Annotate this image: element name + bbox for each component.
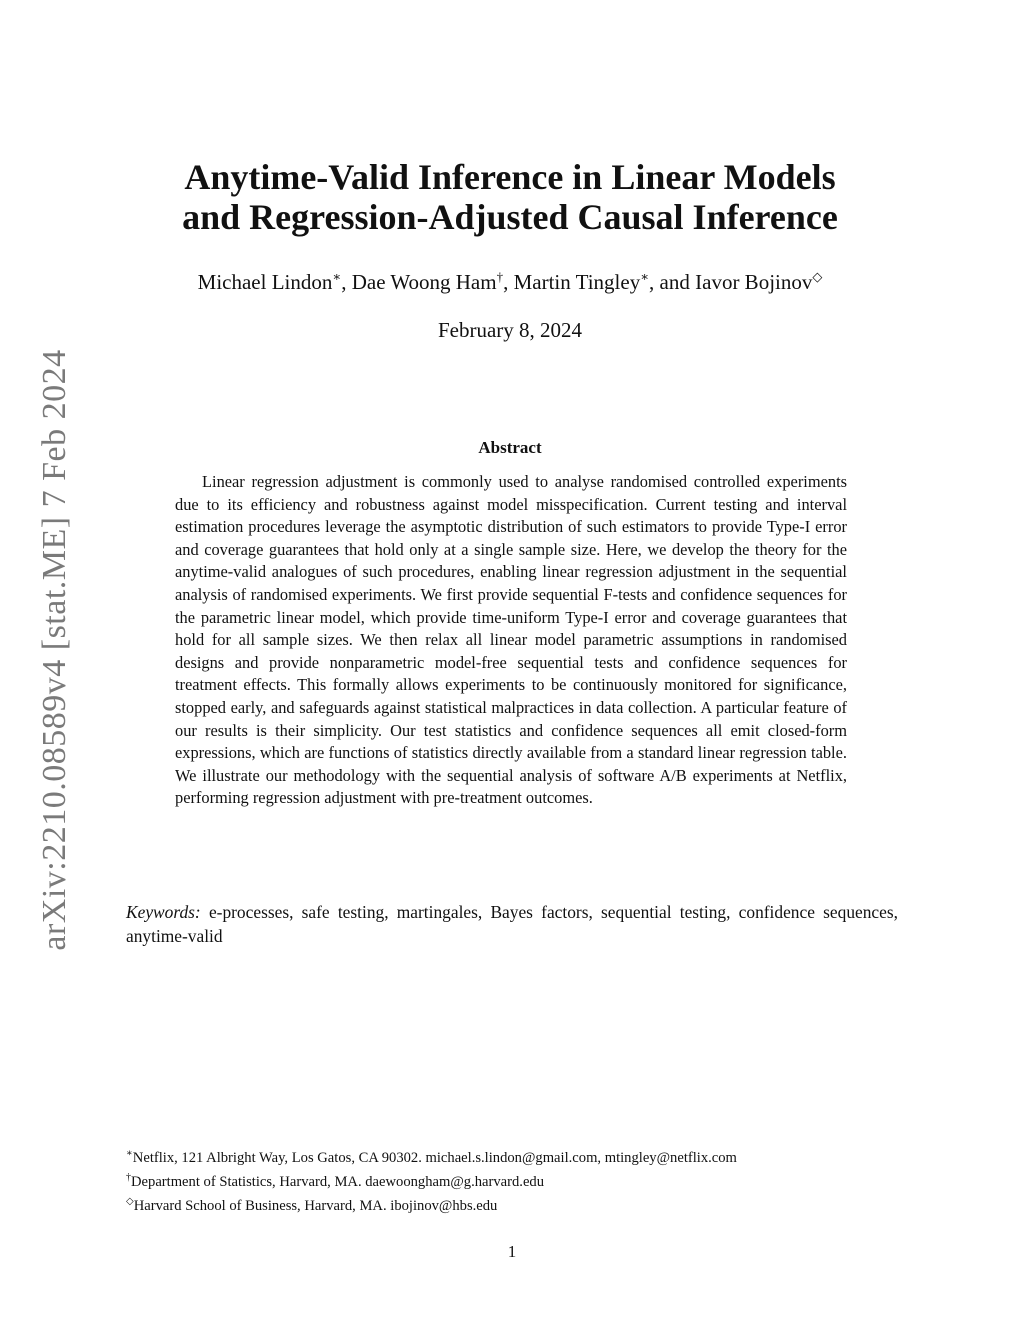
footnote-mark: † (126, 1172, 131, 1184)
abstract-text: Linear regression adjustment is commonly used to analyse randomised controlled experiments due to its efficiency and robustness against model misspecification. Current testing and interval estimation procedures leverage the asymptotic distribution of such estimators to provide Type-I error and coverage guarantees that hold only at a single sample size. Here, we develop the theory for the anytime-valid analogues of such procedures, enabling linear regression adjustment in the sequential analysis of randomised experiments. We first provide sequential F-tests and confidence sequences for the parametric linear model, which provide time-uniform Type-I error and coverage guarantees that hold for all sample sizes. We then relax all linear model parametric assumptions in randomised designs and provide nonparametric model-free sequential tests and confidence sequences for treatment effects. This formally allows experiments to be continuously monitored for significance, stopped early, and safeguards against statistical malpractices in data collection. A particular feature of our results is their simplicity. Our test statistics and confidence sequences all emit closed-form expressions, which are functions of statistics directly available from a standard linear regression table. We illustrate our methodology with the sequential analysis of software A/B experiments at Netflix, performing regression adjustment with pre-treatment outcomes. (175, 472, 847, 808)
footnote-mark: ◇ (126, 1196, 134, 1208)
paper-title (100, 157, 920, 237)
author-name: Iavor Bojinov (695, 270, 813, 294)
footnote (126, 1194, 916, 1218)
footnote-mark: ∗ (126, 1148, 133, 1160)
footnote-text: Department of Statistics, Harvard, MA. daewoongham@g.harvard.edu (131, 1174, 545, 1190)
author-separator: , and (649, 270, 696, 294)
publication-date: February 8, 2024 (437, 318, 583, 342)
author-affiliation-mark: ∗ (332, 269, 342, 284)
author-affiliation-mark: † (496, 269, 504, 284)
footnote-text: Harvard School of Business, Harvard, MA. ibojinov@hbs.edu (133, 1198, 498, 1214)
keywords-label: Keywords: (126, 902, 201, 922)
title-line: Anytime-Valid Inference in Linear Models (184, 157, 836, 197)
author-separator: , (341, 270, 352, 294)
author-affiliation-mark: ∗ (640, 269, 650, 284)
arxiv-identifier: arXiv:2210.08589v4 [stat.ME] 7 Feb 2024 (36, 349, 73, 951)
author-name: Martin Tingley (513, 270, 641, 294)
author-separator: , (503, 270, 514, 294)
title-line: and Regression-Adjusted Causal Inference (182, 197, 838, 237)
footnote-text: Netflix, 121 Albright Way, Los Gatos, CA 90302. michael.s.lindon@gmail.com, mtingley@netflix.com (132, 1150, 737, 1166)
author-name: Michael Lindon (197, 270, 333, 294)
footnotes (126, 1146, 916, 1218)
footnote (126, 1146, 916, 1170)
abstract-heading: Abstract (478, 438, 542, 457)
keywords (126, 900, 898, 948)
footnote (126, 1170, 916, 1194)
author-list (100, 270, 920, 295)
author-name: Dae Woong Ham (351, 270, 497, 294)
keywords-list: e-processes, safe testing, martingales, Bayes factors, sequential testing, confidence sequences, anytime-valid (126, 902, 898, 946)
page-number: 1 (507, 1242, 517, 1261)
author-affiliation-mark: ◇ (812, 269, 823, 284)
